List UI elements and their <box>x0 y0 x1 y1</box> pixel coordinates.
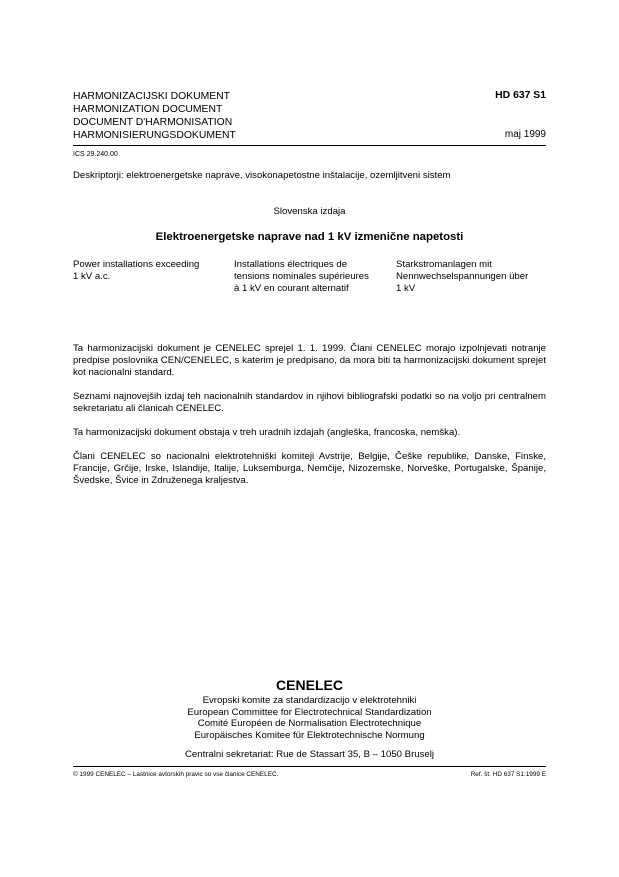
org-line-english: European Committee for Electrotechnical Standardization <box>187 706 432 718</box>
reference-number: Ref. št. HD 637 S1:1999 E <box>470 771 546 778</box>
translation-line: Installations électriques de <box>234 259 348 270</box>
edition-label: Slovenska izdaja <box>273 206 346 217</box>
translation-german <box>396 259 546 295</box>
translation-line: 1 kV <box>396 283 416 294</box>
paragraph-editions: Ta harmonizacijski dokument obstaja v treh uradnih izdajah (angleška, francoska, nemška). <box>73 427 461 438</box>
title-german: HARMONISIERUNGSDOKUMENT <box>73 130 236 141</box>
header-divider <box>73 145 546 146</box>
title-slovene: HARMONIZACIJSKI DOKUMENT <box>73 91 231 102</box>
translation-french <box>234 259 384 295</box>
title-french: DOCUMENT D'HARMONISATION <box>73 117 233 128</box>
document-date: maj 1999 <box>504 129 546 140</box>
org-line-french: Comité Européen de Normalisation Electrotechnique <box>197 718 422 729</box>
translation-line: tensions nominales supérieures <box>234 271 369 282</box>
translation-line: à 1 kV en courant alternatif <box>234 283 349 294</box>
organization-name: CENELEC <box>276 677 343 693</box>
translation-line: Nennwechselspannungen über <box>396 271 529 282</box>
translation-line: Power installations exceeding <box>73 259 200 270</box>
paragraph-adoption: Ta harmonizacijski dokument je CENELEC sprejel 1. 1. 1999. Člani CENELEC morajo izpolnjevati notranje predpise poslovnika CEN/CENELEC, s katerim je predpisano, da mora biti ta harmonizacijski dokument sprejet kot nacionalni standard. <box>73 343 546 378</box>
paragraph-lists: Seznami najnovejših izdaj teh nacionalnih standardov in njihovi bibliografski podatki so na voljo pri centralnem sekretariatu ali članicah CENELEC. <box>73 391 546 414</box>
translation-line: Starkstromanlagen mit <box>396 259 492 270</box>
document-title: Elektroenergetske naprave nad 1 kV izmenične napetosti <box>155 231 464 243</box>
org-line-slovene: Evropski komite za standardizacijo v elektrotehniki <box>202 695 417 706</box>
ics-code: ICS 29.240.00 <box>73 151 118 158</box>
translation-line: 1 kV a.c. <box>73 271 111 282</box>
descriptors: Deskriptorji: elektroenergetske naprave, visokonapetostne inštalacije, ozemljitveni sistem <box>73 170 451 181</box>
org-line-german: Europäisches Komitee für Elektrotechnische Normung <box>194 729 425 741</box>
document-id: HD 637 S1 <box>495 90 546 101</box>
paragraph-members: Člani CENELEC so nacionalni elektrotehniški komiteji Avstrije, Belgije, Češke republike, Danske, Finske, Francije, Grčije, Irske, Islandije, Italije, Luksemburga, Nemčije, Nizozemske, Norveške, Portugalske, Španije, Švedske, Švice in Združenega kraljestva. <box>73 451 546 486</box>
footer-divider <box>73 766 546 767</box>
copyright-notice: © 1999 CENELEC – Lastnice avtorskih pravic so vse članice CENELEC. <box>73 771 279 778</box>
translation-english <box>73 259 223 283</box>
secretariat-address: Centralni sekretariat: Rue de Stassart 35, B – 1050 Bruselj <box>184 749 435 760</box>
title-english: HARMONIZATION DOCUMENT <box>73 104 223 115</box>
